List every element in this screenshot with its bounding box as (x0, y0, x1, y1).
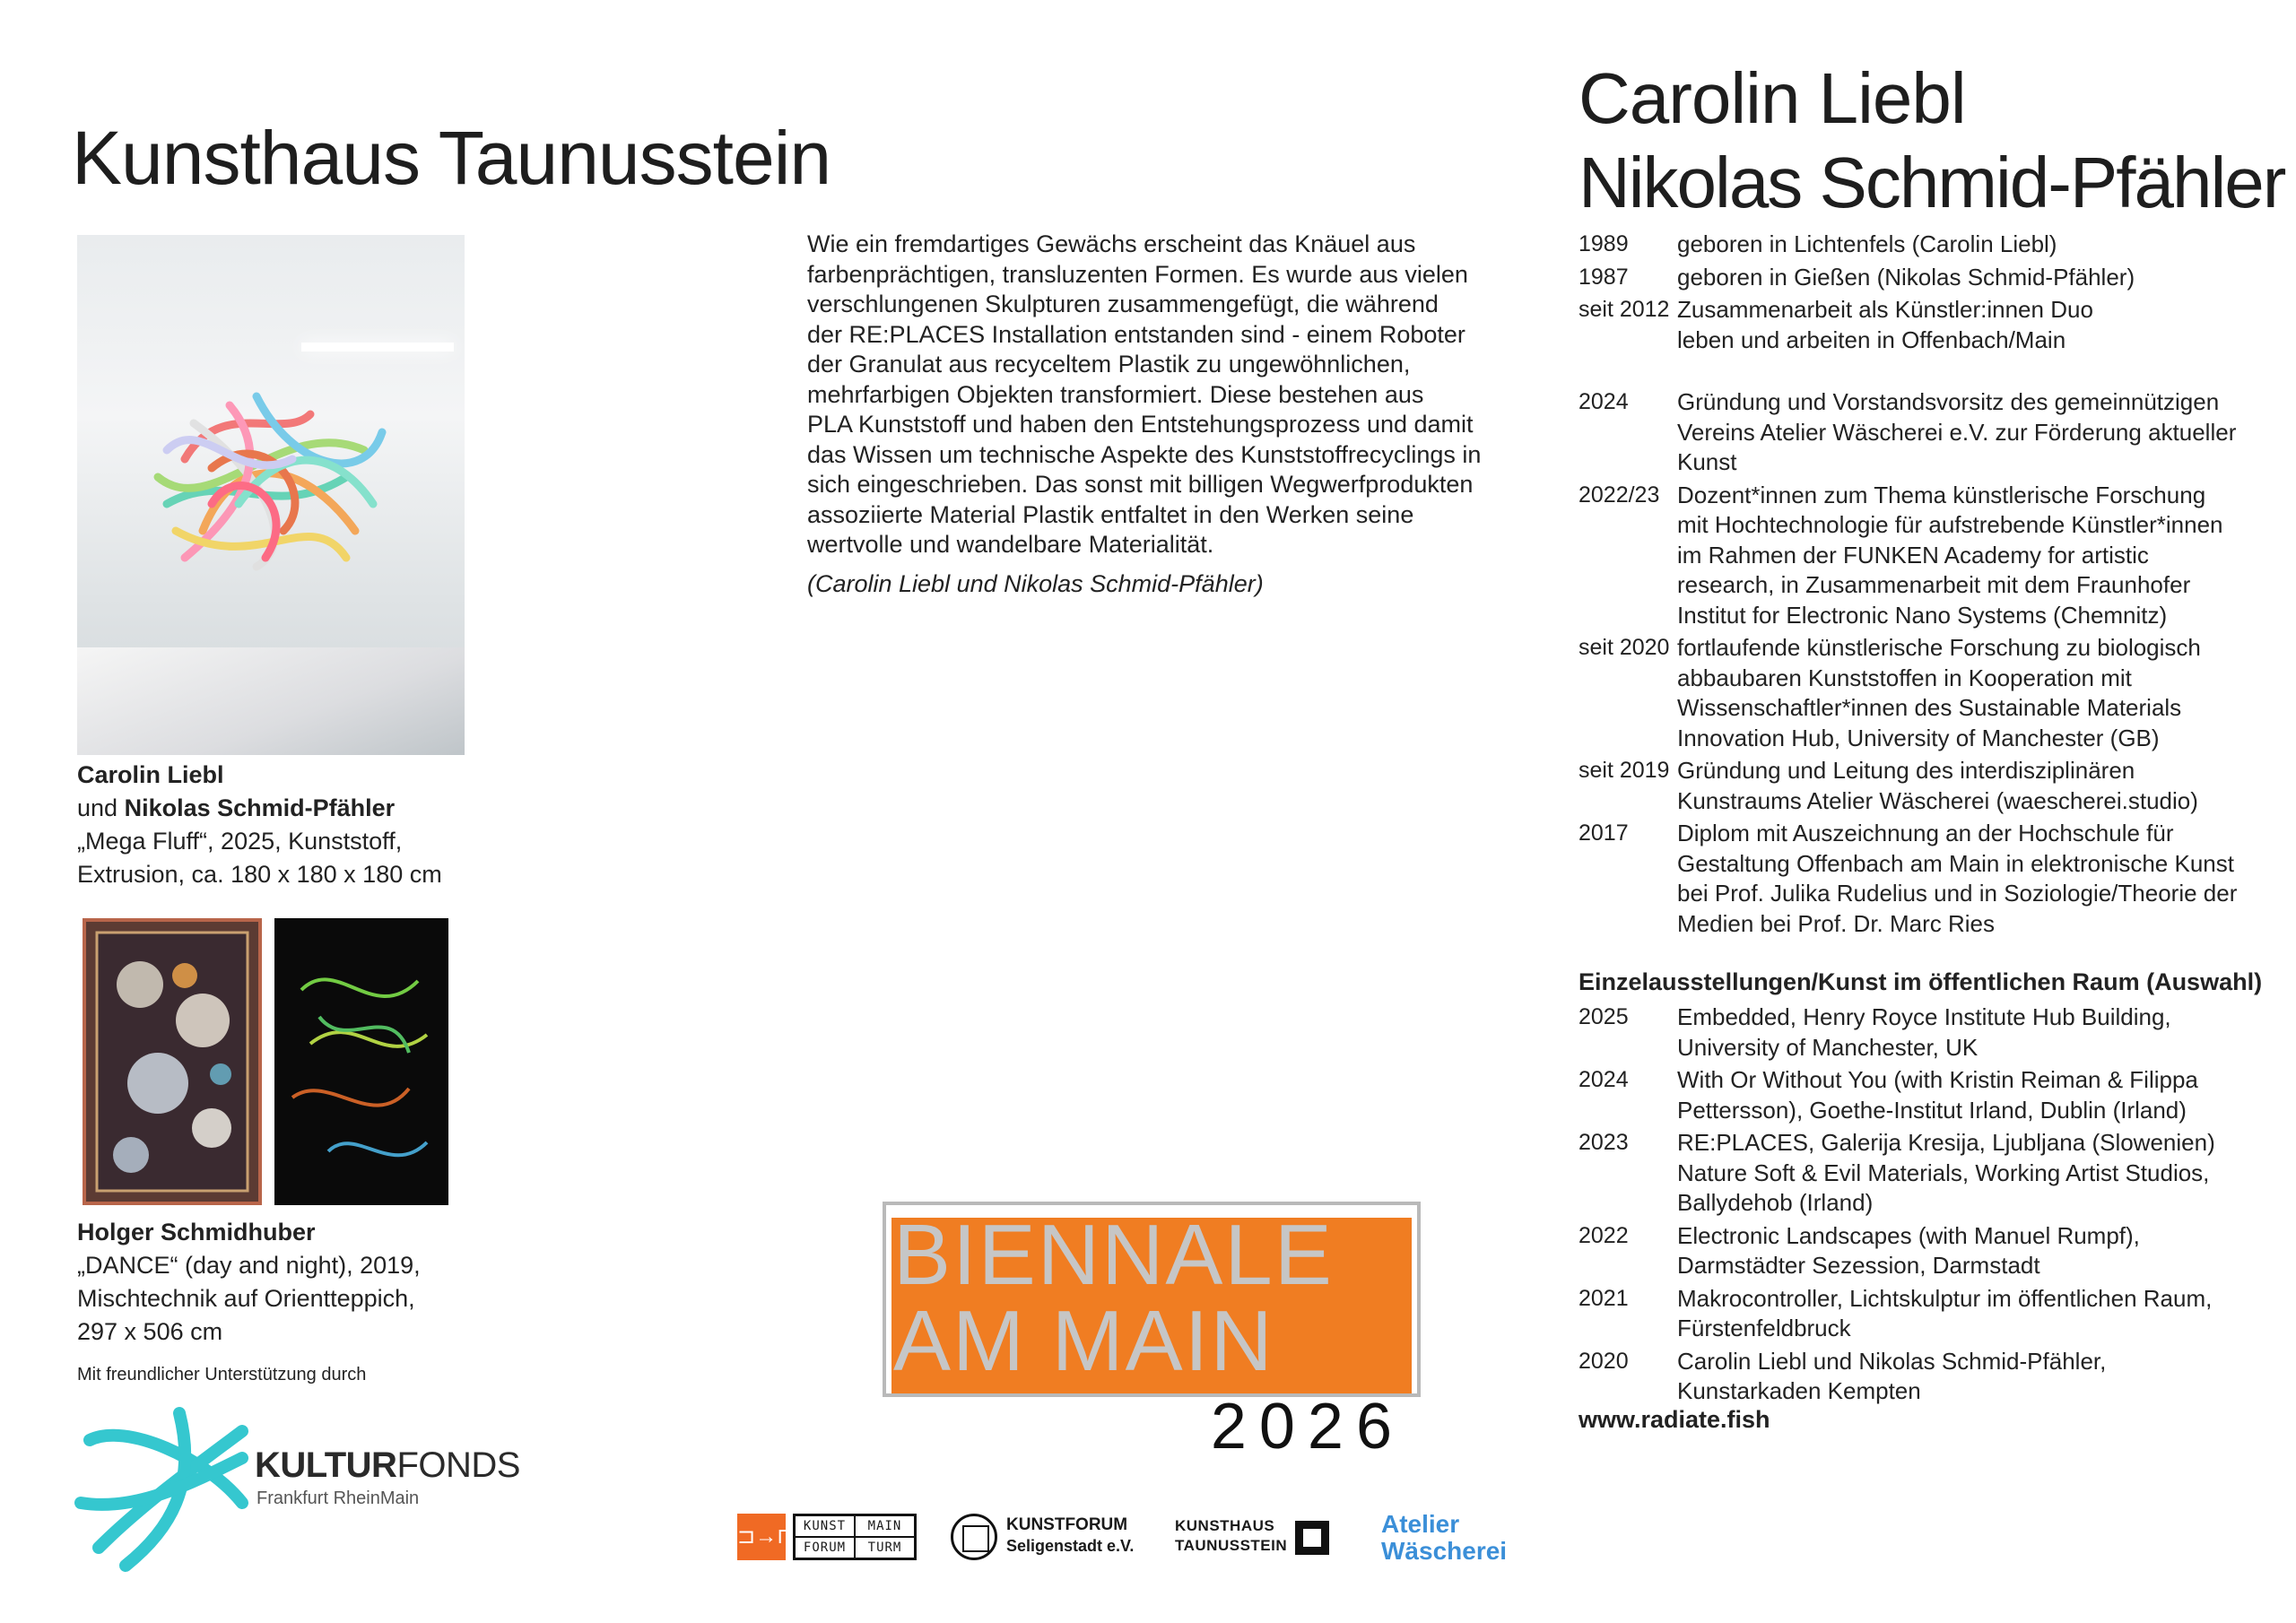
bio-entry (1578, 1284, 2278, 1344)
bio-entry (1578, 633, 2278, 753)
bio-entry-year: seit 2019 (1578, 758, 1670, 783)
description-line: das Wissen um technische Aspekte des Kunststoffrecyclings in (807, 440, 1482, 468)
kunstforum-name: KUNSTFORUM (1006, 1515, 1128, 1534)
kunsthaus-taunusstein-logo (1175, 1517, 1336, 1562)
artwork-caption-dance (77, 1216, 544, 1349)
kunstmain-grid (793, 1514, 917, 1560)
caption-medium: Mischtechnik auf Orientteppich, (77, 1285, 415, 1312)
caption-details: Extrusion, ca. 180 x 180 x 180 cm (77, 861, 442, 888)
bio-entry (1578, 481, 2278, 631)
carpet-illustration-night (274, 918, 448, 1205)
bio-entry-year: 2024 (1578, 389, 1629, 414)
atelier-line-1: Atelier (1381, 1510, 1460, 1538)
bio-entry-text: geboren in Gießen (Nikolas Schmid-Pfähler) (1677, 263, 2135, 291)
atelier-line-2: Wäscherei (1381, 1537, 1508, 1565)
description-line: PLA Kunststoff und haben den Entstehungsprozess und damit (807, 411, 1474, 438)
description-credit: (Carolin Liebl und Nikolas Schmid-Pfähler) (807, 570, 1264, 597)
bio-entry-text: RE:PLACES, Galerija Kresija, Ljubljana (Slowenien) Nature Soft & Evil Materials, Working Artist Studios, Ballydehob (Irland) (1677, 1129, 2215, 1216)
bio-entry (1578, 1065, 2278, 1125)
kunsthaus-square-icon (1295, 1521, 1329, 1555)
atelier-waescherei-logo (1381, 1510, 1516, 1569)
sculpture-illustration (77, 235, 465, 755)
description-line: der RE:PLACES Installation entstanden sind - einem Roboter (807, 320, 1465, 348)
bio-list-career (1578, 387, 2278, 942)
bio-entry (1578, 295, 2278, 355)
bio-entry-year: 2017 (1578, 820, 1629, 846)
bio-entry-text: Makrocontroller, Lichtskulptur im öffentlichen Raum, Fürstenfeldbruck (1677, 1284, 2213, 1341)
kunstmain-cell: KUNST (795, 1515, 855, 1537)
arrow-door-icon: ⊐→⊓ (737, 1514, 786, 1560)
biennale-line-2: AM MAIN (893, 1293, 1274, 1389)
bio-entry-text: Embedded, Henry Royce Institute Hub Building, University of Manchester, UK (1677, 1003, 2171, 1061)
description-line: wertvolle und wandelbare Materialität. (807, 531, 1214, 558)
bio-entry-text: Gründung und Vorstandsvorsitz des gemeinnützigen Vereins Atelier Wäscherei e.V. zur Förderung aktueller Kunst (1677, 388, 2237, 475)
bio-entry-year: 2022/23 (1578, 482, 1660, 508)
biennale-year: 2026 (1210, 1391, 1405, 1462)
biennale-logo (883, 1202, 1421, 1462)
bio-entry-year: 2025 (1578, 1004, 1629, 1029)
venue-title: Kunsthaus Taunusstein (72, 116, 831, 200)
description-line: Wie ein fremdartiges Gewächs erscheint das Knäuel aus (807, 230, 1416, 257)
description-line: assoziierte Material Plastik entfaltet in den Werken seine (807, 500, 1414, 528)
bio-entry-year: 2024 (1578, 1067, 1629, 1092)
bio-entry (1578, 263, 2278, 293)
bio-entry-text: Dozent*innen zum Thema künstlerische Forschung mit Hochtechnologie für aufstrebende Künstler*innen im Rahmen der FUNKEN Academy for artistic research, in Zusammenarbeit mit dem Fraunhofer Institut for Electronic Nano Systems (Chemnitz) (1677, 481, 2223, 629)
kunstmain-cell: FORUM (795, 1537, 855, 1558)
bio-entry-year: 2021 (1578, 1285, 1629, 1311)
artwork-description (807, 230, 1489, 560)
kunsthaus-line-2: TAUNUSSTEIN (1175, 1537, 1288, 1554)
description-line: verschlungenen Skulpturen zusammengefügt, die während (807, 291, 1439, 317)
bio-entry (1578, 1128, 2278, 1219)
biennale-line-1: BIENNALE (893, 1207, 1334, 1303)
kunstforum-emblem-icon (951, 1514, 997, 1560)
bio-entry-year: seit 2012 (1578, 297, 1670, 322)
bio-entry (1578, 230, 2278, 260)
kulturfonds-name-light: FONDS (396, 1445, 520, 1485)
caption-artist-b: Nikolas Schmid-Pfähler (124, 794, 396, 821)
bio-entry-year: 1987 (1578, 264, 1629, 290)
exhibitions-heading: Einzelausstellungen/Kunst im öffentlichen Raum (Auswahl) (1578, 968, 2263, 995)
website-link[interactable]: www.radiate.fish (1578, 1406, 1770, 1433)
bio-entry-text: Zusammenarbeit als Künstler:innen Duo leben und arbeiten in Offenbach/Main (1677, 296, 2093, 353)
bio-entry-text: Electronic Landscapes (with Manuel Rumpf), Darmstädter Sezession, Darmstadt (1677, 1221, 2140, 1279)
description-line: farbenprächtigen, transluzenten Formen. Es wurde aus vielen (807, 260, 1468, 288)
caption-work: „Mega Fluff“, 2025, Kunststoff, (77, 828, 403, 855)
bio-entry-year: seit 2020 (1578, 635, 1670, 660)
kunstforum-place: Seligenstadt e.V. (1006, 1537, 1135, 1555)
bio-entry-text: Gründung und Leitung des interdisziplinären Kunstraums Atelier Wäscherei (waescherei.studio) (1677, 757, 2198, 814)
carpet-illustration-day (86, 922, 258, 1202)
bio-entry-year: 1989 (1578, 231, 1629, 256)
artwork-photo-dance-day (83, 918, 262, 1205)
bio-entry-text: Diplom mit Auszeichnung an der Hochschule für Gestaltung Offenbach am Main in elektronische Kunst bei Prof. Julika Rudelius und in Soziologie/Theorie der Medien bei Prof. Dr. Marc Ries (1677, 820, 2238, 937)
caption-artist: Holger Schmidhuber (77, 1219, 316, 1245)
artist-name-1: Carolin Liebl (1578, 58, 1966, 138)
kulturfonds-region: Frankfurt RheinMain (257, 1488, 420, 1508)
bio-entry-text: Carolin Liebl und Nikolas Schmid-Pfähler, Kunstarkaden Kempten (1677, 1347, 2107, 1404)
artwork-photo-dance-night (274, 918, 448, 1205)
kunstforum-seligenstadt-logo (951, 1514, 1166, 1560)
bio-entry-text: With Or Without You (with Kristin Reiman & Filippa Pettersson), Goethe-Institut Irland, Dublin (Irland) (1677, 1066, 2198, 1124)
description-line: der Granulat aus recyceltem Plastik zu ungewöhnlichen, (807, 351, 1411, 378)
bio-entry-year: 2022 (1578, 1222, 1629, 1248)
bio-entry-year: 2023 (1578, 1130, 1629, 1155)
caption-artist-a: Carolin Liebl (77, 761, 224, 788)
kulturfonds-name-bold: KULTUR (255, 1445, 397, 1485)
kulturfonds-name (255, 1445, 520, 1486)
bio-entry (1578, 1347, 2278, 1407)
bio-entry-text: fortlaufende künstlerische Forschung zu biologisch abbaubaren Kunststoffen in Kooperation mit Wissenschaftler*innen des Sustainable Materials Innovation Hub, University of Manchester (GB) (1677, 634, 2201, 751)
bio-entry-text: geboren in Lichtenfels (Carolin Liebl) (1677, 230, 2057, 257)
bio-entry (1578, 1221, 2278, 1281)
caption-connector: und (77, 794, 118, 821)
description-line: sich eingeschrieben. Das sonst mit billigen Wegwerfprodukten (807, 471, 1474, 498)
bio-list-personal (1578, 230, 2278, 358)
artist-name-2: Nikolas Schmid-Pfähler (1578, 143, 2285, 222)
caption-size: 297 x 506 cm (77, 1318, 223, 1345)
caption-work: „DANCE“ (day and night), 2019, (77, 1252, 421, 1279)
bio-entry (1578, 387, 2278, 478)
bio-entry (1578, 819, 2278, 939)
description-line: mehrfarbigen Objekten transformiert. Diese bestehen aus (807, 380, 1424, 408)
kunstforum-mainturm-logo (737, 1514, 917, 1560)
artwork-caption-mega-fluff (77, 759, 544, 891)
kunstmain-cell: MAIN (855, 1515, 915, 1537)
kunsthaus-line-1: KUNSTHAUS (1175, 1517, 1275, 1534)
support-text: Mit freundlicher Unterstützung durch (77, 1365, 367, 1384)
bio-entry (1578, 1002, 2278, 1063)
exhibitions-list (1578, 1002, 2278, 1410)
bio-entry (1578, 756, 2278, 816)
kunstmain-cell: TURM (855, 1537, 915, 1558)
bio-entry-year: 2020 (1578, 1348, 1629, 1374)
artwork-photo-mega-fluff (77, 235, 465, 755)
